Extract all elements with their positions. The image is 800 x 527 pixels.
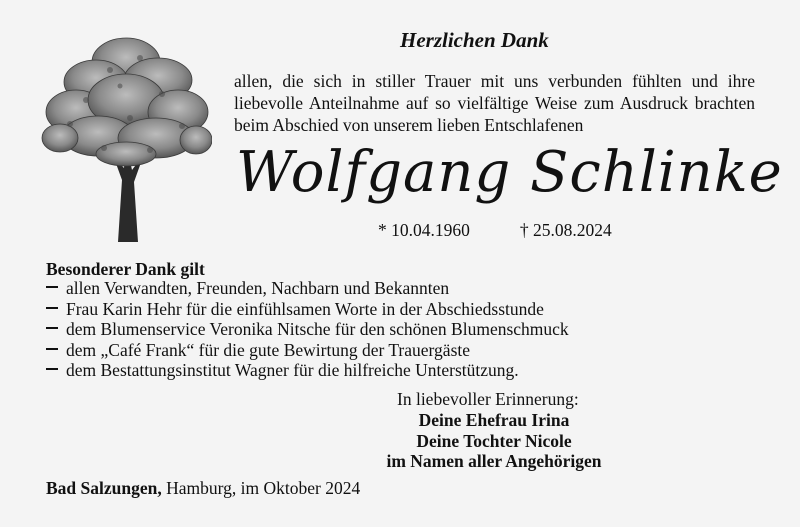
intro-text [234,70,755,136]
list-item: dem Blumenservice Veronika Nitsche für den schönen Blumenschmuck [46,319,569,340]
tree-icon [40,30,212,242]
list-item: dem „Café Frank“ für die gute Bewirtung der Trauergäste [46,340,569,361]
dash-icon [46,327,58,329]
footer-date: Hamburg, im Oktober 2024 [161,478,361,498]
memory-text: In liebevoller Erinnerung: [397,389,579,409]
list-item: dem Bestattungsinstitut Wagner für die hilfreiche Unterstützung. [46,360,569,381]
signer-line: Deine Tochter Nicole [416,430,572,451]
intro-line: beim Abschied von unserem lieben Entschlafenen [234,115,584,135]
list-item: allen Verwandten, Freunden, Nachbarn und Bekannten [46,278,569,299]
thanks-title: Besonderer Dank gilt [46,259,205,279]
signer-line: Deine Ehefrau Irina [418,410,570,430]
dash-icon [46,368,58,370]
dash-icon [46,286,58,288]
thanks-list [46,278,569,381]
intro-line: liebevolle Anteilnahme auf so vielfältige Weise zum Ausdruck brachten [234,93,755,113]
intro-line: allen, die sich in stiller Trauer mit uns verbunden fühlten und ihre [234,71,755,91]
signer-line: im Namen aller Angehörigen [386,451,602,471]
death-date: † 25.08.2024 [519,220,612,240]
footer-place: Bad Salzungen, [46,478,162,498]
life-dates [378,220,612,241]
list-item: Frau Karin Hehr für die einfühlsamen Worte in der Abschiedsstunde [46,299,569,320]
dash-icon [46,307,58,309]
dash-icon [46,348,58,350]
heading: Herzlichen Dank [400,28,549,52]
footer-place-date [46,478,360,499]
birth-date: * 10.04.1960 [378,220,470,240]
deceased-name: Wolfgang Schlinke [236,140,783,205]
signers [360,410,628,472]
